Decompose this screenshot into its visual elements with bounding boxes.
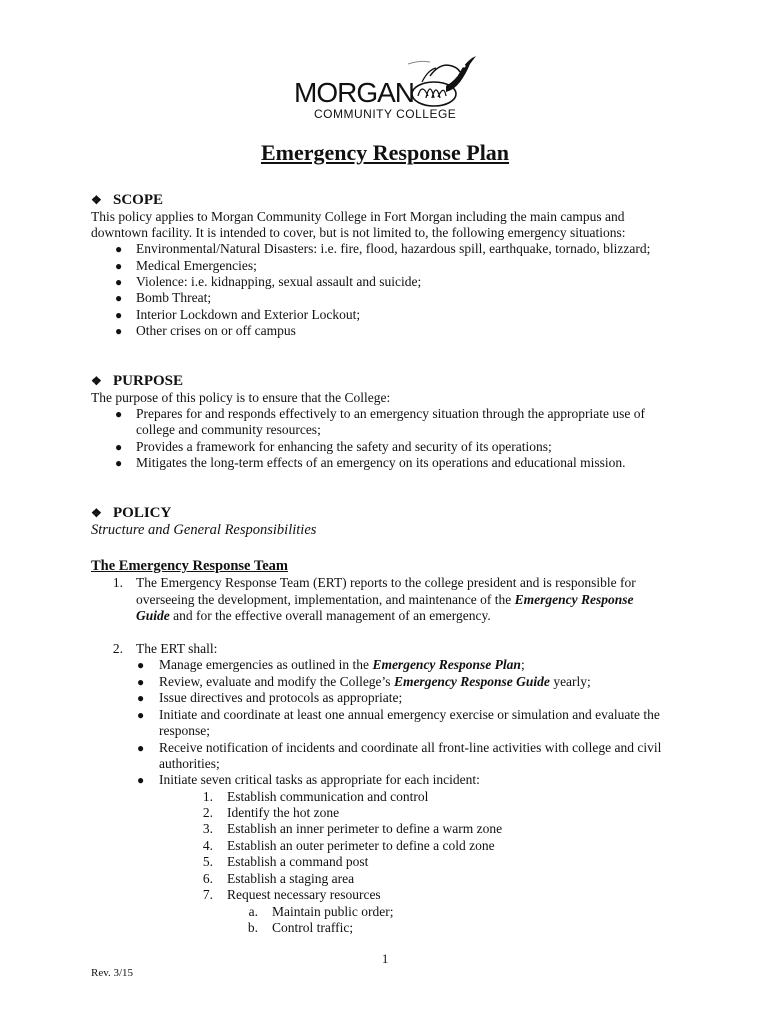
purpose-heading-text: PURPOSE xyxy=(113,373,184,389)
logo-subtitle: COMMUNITY COLLEGE xyxy=(314,107,457,121)
task-number: 3. xyxy=(202,821,213,836)
task-item: Establish a staging area xyxy=(227,871,355,886)
page-number: 1 xyxy=(382,952,389,966)
emphasis-text: Emergency Response xyxy=(514,592,634,607)
list-number: 2. xyxy=(112,641,123,656)
ert-duty-item xyxy=(159,674,591,690)
scope-paragraph-line: This policy applies to Morgan Community College in Fort Morgan including the main campus and xyxy=(91,209,625,224)
text-span: ; xyxy=(520,657,525,672)
bullet-icon: ● xyxy=(137,741,145,755)
scope-heading xyxy=(91,191,163,209)
bullet-icon: ● xyxy=(115,242,123,256)
task-number: 4. xyxy=(202,838,213,853)
task-item: Establish an outer perimeter to define a cold zone xyxy=(227,838,495,853)
subtask-letter: a. xyxy=(248,904,258,919)
task-number: 2. xyxy=(202,805,213,820)
task-number: 6. xyxy=(202,871,213,886)
bullet-icon: ● xyxy=(137,675,145,689)
subtask-letter: b. xyxy=(247,920,258,935)
scope-list-item: Bomb Threat; xyxy=(136,290,212,305)
diamond-bullet-icon: ❖ xyxy=(91,506,102,520)
policy-subheading: Structure and General Responsibilities xyxy=(91,522,317,538)
bullet-icon: ● xyxy=(137,773,145,787)
task-number: 1. xyxy=(202,789,213,804)
policy-heading xyxy=(91,504,171,522)
policy-paragraph-line xyxy=(136,608,491,624)
task-item: Establish communication and control xyxy=(227,789,429,804)
bullet-icon: ● xyxy=(115,275,123,289)
text-span: overseeing the development, implementation, and maintenance of the xyxy=(136,592,515,607)
revision-label: Rev. 3/15 xyxy=(91,967,134,979)
task-number: 5. xyxy=(202,854,213,869)
purpose-heading xyxy=(91,372,183,390)
bullet-icon: ● xyxy=(115,407,123,421)
bullet-icon: ● xyxy=(115,440,123,454)
text-span: and for the effective overall management of an emergency. xyxy=(169,608,491,623)
page-title: Emergency Response Plan xyxy=(260,140,510,165)
purpose-list-item: Provides a framework for enhancing the safety and security of its operations; xyxy=(136,439,552,454)
purpose-intro: The purpose of this policy is to ensure that the College: xyxy=(91,390,391,405)
team-heading: The Emergency Response Team xyxy=(91,558,288,574)
policy-heading-text: POLICY xyxy=(113,505,172,521)
policy-paragraph-line: The Emergency Response Team (ERT) reports to the college president and is responsible for xyxy=(136,575,636,590)
ert-duty-item: Initiate and coordinate at least one annual emergency exercise or simulation and evaluate the xyxy=(159,707,660,722)
ert-duty-item: Receive notification of incidents and coordinate all front-line activities with college and civil xyxy=(159,740,662,755)
scope-list-item: Violence: i.e. kidnapping, sexual assault and suicide; xyxy=(136,274,422,289)
task-item: Establish an inner perimeter to define a warm zone xyxy=(227,821,503,836)
bullet-icon: ● xyxy=(115,308,123,322)
scope-list-item: Interior Lockdown and Exterior Lockout; xyxy=(136,307,361,322)
policy-paragraph-line: The ERT shall: xyxy=(136,641,218,656)
scope-list-item: Environmental/Natural Disasters: i.e. fire, flood, hazardous spill, earthquake, tornado, blizzard; xyxy=(136,241,651,256)
purpose-list-item-continued: college and community resources; xyxy=(136,422,321,437)
college-logo xyxy=(290,52,480,124)
diamond-bullet-icon: ❖ xyxy=(91,374,102,388)
text-span: Manage emergencies as outlined in the xyxy=(159,657,373,672)
task-item: Establish a command post xyxy=(227,854,369,869)
ert-duty-item-continued: response; xyxy=(159,723,210,738)
logo-wordmark: MORGAN xyxy=(294,77,414,108)
subtask-item: Maintain public order; xyxy=(272,904,394,919)
policy-paragraph-line xyxy=(136,592,634,608)
purpose-list-item: Mitigates the long-term effects of an emergency on its operations and educational mission. xyxy=(136,455,626,470)
purpose-list-item: Prepares for and responds effectively to an emergency situation through the appropriate use of xyxy=(136,406,645,421)
bullet-icon: ● xyxy=(137,708,145,722)
ert-duty-item-continued: authorities; xyxy=(159,756,220,771)
task-item: Identify the hot zone xyxy=(227,805,340,820)
bullet-icon: ● xyxy=(137,658,145,672)
emphasis-text: Emergency Response Guide xyxy=(393,674,550,689)
text-span: yearly; xyxy=(549,674,591,689)
scope-heading-text: SCOPE xyxy=(113,192,164,208)
ert-duty-item xyxy=(159,657,525,673)
diamond-bullet-icon: ❖ xyxy=(91,193,102,207)
scope-list-item: Medical Emergencies; xyxy=(136,258,257,273)
bullet-icon: ● xyxy=(115,324,123,338)
bullet-icon: ● xyxy=(115,291,123,305)
bullet-icon: ● xyxy=(115,456,123,470)
scope-list-item: Other crises on or off campus xyxy=(136,323,296,338)
emphasis-text: Emergency Response Plan xyxy=(372,657,521,672)
list-number: 1. xyxy=(112,575,123,590)
bullet-icon: ● xyxy=(137,691,145,705)
subtask-item: Control traffic; xyxy=(272,920,354,935)
task-number: 7. xyxy=(202,887,213,902)
ert-duty-item: Initiate seven critical tasks as appropriate for each incident: xyxy=(159,772,480,787)
bullet-icon: ● xyxy=(115,259,123,273)
ert-duty-item: Issue directives and protocols as appropriate; xyxy=(159,690,403,705)
text-span: Review, evaluate and modify the College’s xyxy=(159,674,394,689)
task-item: Request necessary resources xyxy=(227,887,381,902)
emphasis-text: Guide xyxy=(136,608,170,623)
scope-paragraph-line: downtown facility. It is intended to cover, but is not limited to, the following emergency situations: xyxy=(91,225,626,240)
